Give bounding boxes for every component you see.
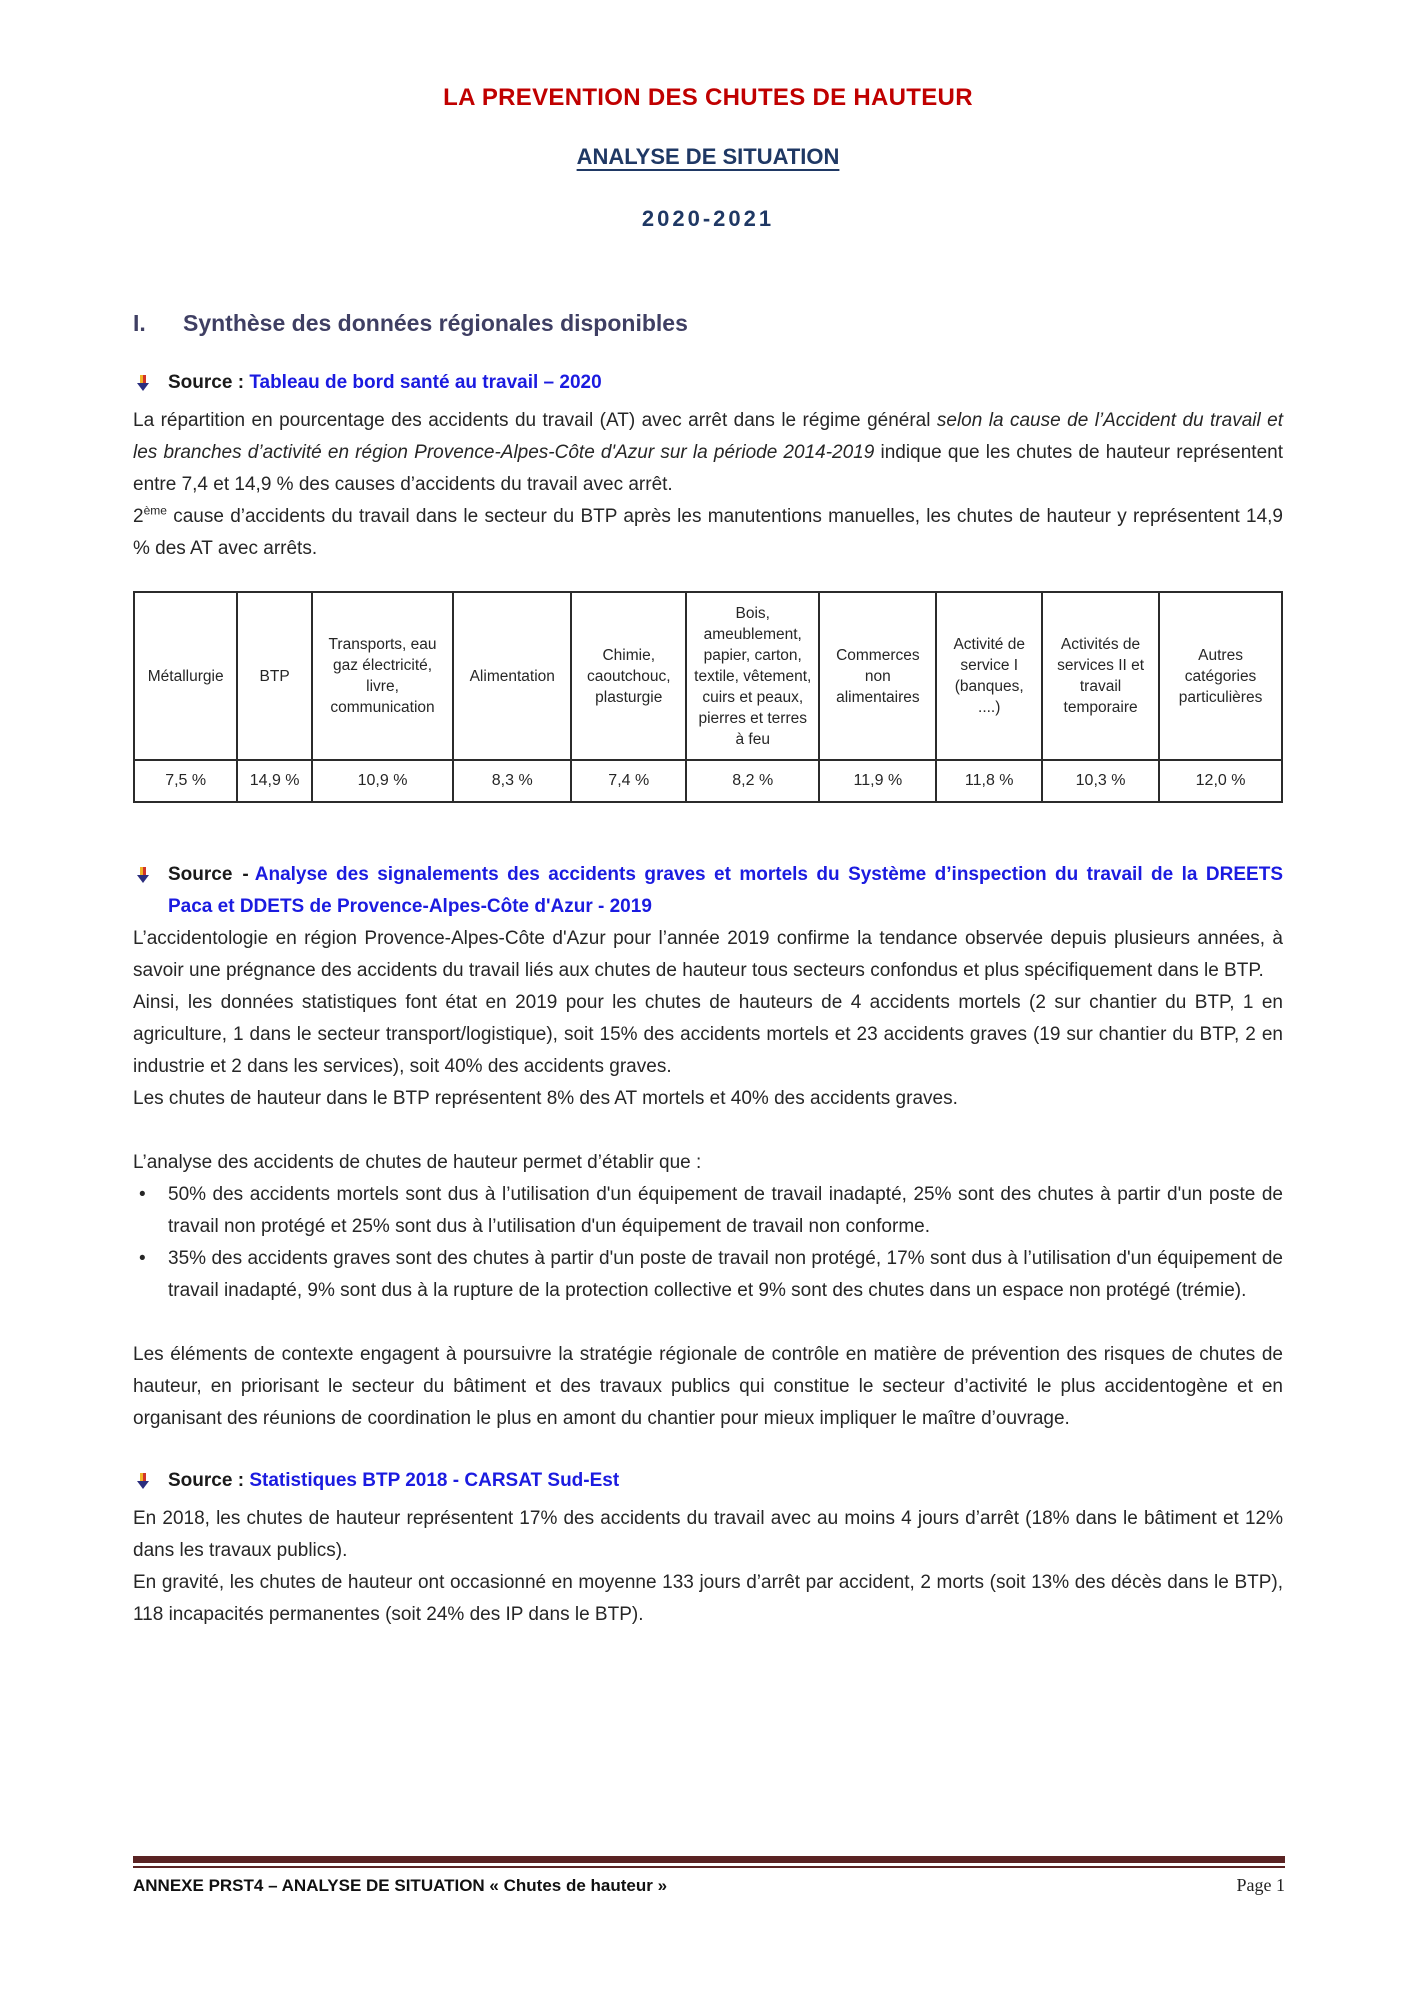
source-link-tableau-de-bord[interactable]: Tableau de bord santé au travail – 2020 <box>249 372 602 393</box>
source-label: Source : <box>168 372 245 393</box>
table-value-cell: 8,2 % <box>686 760 819 802</box>
table-header-cell: Transports, eau gaz électricité, livre, communication <box>312 592 453 760</box>
table-header-row <box>134 592 1282 760</box>
paragraph-elements-contexte: Les éléments de contexte engagent à poursuivre la stratégie régionale de contrôle en matière de prévention des risques de chutes de hauteur, en priorisant le secteur du bâtiment et des travaux publics qui constitue le secteur d’activité le plus accidentogène et en organisant des réunions de coordination le plus en amont du chantier pour mieux impliquer le maître d’ouvrage. <box>133 1344 1283 1429</box>
footer-rule-thin <box>133 1866 1285 1868</box>
list-item: • 50% des accidents mortels sont dus à l’utilisation d'un équipement de travail inadapté, 25% sont des chutes à partir d'un poste de travail non protégé et 25% sont dus à l’utilisation d'un équipement de travail non conforme. <box>133 1179 1283 1243</box>
paragraph-gravite: En gravité, les chutes de hauteur ont occasionné en moyenne 133 jours d’arrêt par accident, 2 morts (soit 13% des décès dans le BTP), 118 incapacités permanentes (soit 24% des IP dans le BTP). <box>133 1572 1283 1625</box>
table-header-cell: Commerces non alimentaires <box>819 592 936 760</box>
paragraph-repartition: La répartition en pourcentage des accidents du travail (AT) avec arrêt dans le régime général selon la cause de l’Accident du travail et les branches d’activité en région Provence-Alpes-Côte d'Azur sur la période 2014-2019 indique que les chutes de hauteur représentent entre 7,4 et 14,9 % des causes d’accidents du travail avec arrêt. <box>133 410 1283 495</box>
table-value-cell: 7,5 % <box>134 760 237 802</box>
table-header-cell: Activité de service I (banques, ....) <box>936 592 1042 760</box>
paragraph-chutes-btp: Les chutes de hauteur dans le BTP représentent 8% des AT mortels et 40% des accidents graves. <box>133 1088 958 1109</box>
table-value-cell: 10,9 % <box>312 760 453 802</box>
bullet-dot-icon: • <box>139 1248 146 1269</box>
source-label: Source <box>168 864 233 885</box>
table-header-cell: Chimie, caoutchouc, plasturgie <box>571 592 686 760</box>
source-line-2 <box>133 859 1283 923</box>
source-link-statistiques-btp[interactable]: Statistiques BTP 2018 - CARSAT Sud-Est <box>249 1470 620 1491</box>
document-title: LA PREVENTION DES CHUTES DE HAUTEUR <box>443 84 973 111</box>
source-separator: - <box>242 864 249 885</box>
source-link-analyse-signalements[interactable]: Analyse des signalements des accidents graves et mortels du Système d’inspection du travail de la DREETS Paca et DDETS de Provence-Alpes-Côte d'Azur - 2019 <box>168 864 1283 917</box>
list-item: • 35% des accidents graves sont des chutes à partir d'un poste de travail non protégé, 17% sont dus à l’utilisation d'un équipement de travail inadapté, 9% sont dus à la rupture de la protection collective et 9% sont des chutes dans un espace non protégé (trémie). <box>133 1243 1283 1307</box>
page-footer <box>133 1856 1285 1896</box>
table-header-cell: Alimentation <box>453 592 571 760</box>
section-heading <box>133 310 1283 337</box>
document-subtitle: ANALYSE DE SITUATION <box>576 144 840 169</box>
analysis-bullet-list <box>133 1179 1283 1307</box>
table-header-cell: BTP <box>237 592 312 760</box>
bullet-dot-icon: • <box>139 1184 146 1205</box>
paragraph-deuxieme-cause: 2ème cause d’accidents du travail dans le secteur du BTP après les manutentions manuelles, les chutes de hauteur y représentent 14,9 % des AT avec arrêts. <box>133 503 1283 559</box>
paragraph-analyse-intro: L’analyse des accidents de chutes de hauteur permet d’établir que : <box>133 1152 702 1173</box>
paragraph-statistiques-2019: Ainsi, les données statistiques font état en 2019 pour les chutes de hauteurs de 4 accidents mortels (2 sur chantier du BTP, 1 en agriculture, 1 dans le secteur transport/logistique), soit 15% des accidents mortels et 23 accidents graves (19 sur chantier du BTP, 2 en industrie et 2 dans les services), soit 40% des accidents graves. <box>133 992 1283 1077</box>
down-arrow-icon <box>135 374 151 393</box>
table-value-cell: 11,9 % <box>819 760 936 802</box>
table-value-cell: 10,3 % <box>1042 760 1159 802</box>
source-line-3 <box>133 1465 1283 1497</box>
section-title: Synthèse des données régionales disponibles <box>183 310 688 336</box>
table-header-cell: Bois, ameublement, papier, carton, textile, vêtement, cuirs et peaux, pierres et terres à feu <box>686 592 819 760</box>
table-value-cell: 7,4 % <box>571 760 686 802</box>
table-header-cell: Métallurgie <box>134 592 237 760</box>
down-arrow-icon <box>135 866 151 885</box>
table-value-cell: 8,3 % <box>453 760 571 802</box>
table-values-row <box>134 760 1282 802</box>
table-value-cell: 14,9 % <box>237 760 312 802</box>
table-header-cell: Autres catégories particulières <box>1159 592 1282 760</box>
footer-page-number: Page 1 <box>1236 1875 1285 1895</box>
table-value-cell: 11,8 % <box>936 760 1042 802</box>
paragraph-2018: En 2018, les chutes de hauteur représentent 17% des accidents du travail avec au moins 4 jours d’arrêt (18% dans le bâtiment et 12% dans les travaux publics). <box>133 1508 1283 1561</box>
paragraph-accidentologie: L’accidentologie en région Provence-Alpes-Côte d'Azur pour l’année 2019 confirme la tendance observée depuis plusieurs années, à savoir une prégnance des accidents du travail liés aux chutes de hauteur tous secteurs confondus et plus spécifiquement dans le BTP. <box>133 928 1283 981</box>
source-line-1 <box>133 367 1283 399</box>
document-period: 2020-2021 <box>641 206 775 231</box>
at-causes-table <box>133 591 1283 803</box>
section-numeral: I. <box>133 310 146 336</box>
table-value-cell: 12,0 % <box>1159 760 1282 802</box>
footer-annexe-label: ANNEXE PRST4 – ANALYSE DE SITUATION « Chutes de hauteur » <box>133 1876 668 1895</box>
footer-rule-thick <box>133 1856 1285 1863</box>
down-arrow-icon <box>135 1472 151 1491</box>
source-label: Source : <box>168 1470 245 1491</box>
table-header-cell: Activités de services II et travail temporaire <box>1042 592 1159 760</box>
